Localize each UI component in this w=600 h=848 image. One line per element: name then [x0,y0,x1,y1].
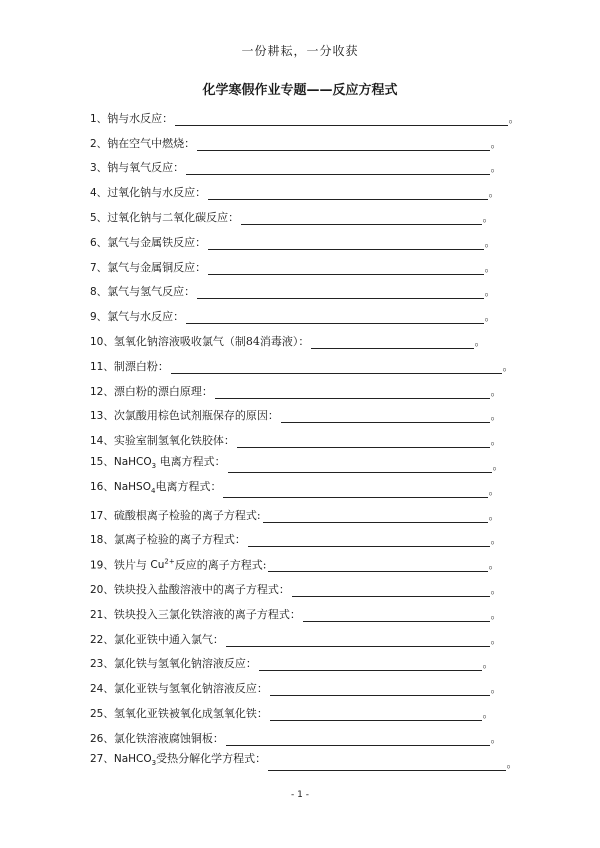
answer-blank[interactable] [171,360,502,374]
exercise-item-3 [90,151,502,176]
answer-blank[interactable] [259,657,482,671]
period-mark: 。 [484,285,496,299]
document-title: 化学寒假作业专题——反应方程式 [202,83,398,98]
exercise-item-12 [90,374,502,399]
period-mark: 。 [482,210,494,224]
period-mark: 。 [490,731,502,745]
chemical-formula: NaHSO$_4$ [113,480,156,495]
period-mark: 。 [488,483,500,497]
exercise-label: 17、硫酸根离子检验的离子方程式: [90,508,261,522]
exercise-item-19 [90,547,500,572]
answer-blank[interactable] [268,558,488,572]
exercise-item-16 [90,473,500,498]
answer-blank[interactable] [226,633,490,647]
period-mark: 。 [484,260,496,274]
exercise-label: 5、过氧化钠与二氧化碳反应： [90,210,240,224]
exercise-label: 3、钠与氧气反应： [90,161,185,175]
answer-blank[interactable] [197,137,490,151]
answer-blank[interactable] [281,409,490,423]
answer-blank[interactable] [268,757,506,771]
answer-blank[interactable] [248,533,490,547]
chemical-formula: NaHCO$_3$ [113,753,157,768]
chemical-ion: $Cu^{2+}$ [150,557,175,572]
exercise-item-8 [90,275,496,300]
exercise-label: 4、过氧化钠与水反应： [90,186,207,200]
exercise-item-6 [90,225,496,250]
answer-blank[interactable] [208,261,484,275]
period-mark: 。 [490,161,502,175]
answer-blank[interactable] [208,186,488,200]
exercise-item-7 [90,250,496,275]
period-mark: 。 [482,657,494,671]
exercise-item-15 [90,448,504,473]
exercise-label: 15、NaHCO$_3$ 电离方程式： [90,454,226,470]
exercise-item-18 [90,523,502,548]
answer-blank[interactable] [311,335,474,349]
chemical-formula: NaHCO$_3$ [113,455,157,470]
answer-blank[interactable] [237,434,490,448]
exercise-item-21 [90,597,502,622]
exercise-label: 26、氯化铁溶液腐蚀铜板： [90,731,224,745]
period-mark: 。 [490,607,502,621]
exercise-label: 6、氯气与金属铁反应： [90,235,207,249]
answer-blank[interactable] [228,459,492,473]
exercise-label: 21、铁块投入三氯化铁溶液的离子方程式： [90,607,301,621]
answer-blank[interactable] [175,112,508,126]
period-mark: 。 [490,409,502,423]
period-mark: 。 [484,235,496,249]
period-mark: 。 [490,632,502,646]
exercise-item-1 [90,101,520,126]
exercise-label: 19、铁片与 $Cu^{2+}$反应的离子方程式: [90,557,267,572]
exercise-label: 20、铁块投入盐酸溶液中的离子方程式： [90,582,290,596]
answer-blank[interactable] [215,385,490,399]
period-mark: 。 [488,186,500,200]
exercise-item-24 [90,671,502,696]
exercise-label: 7、氯气与金属铜反应： [90,260,207,274]
period-mark: 。 [490,136,502,150]
exercise-label: 11、制漂白粉： [90,359,169,373]
period-mark: 。 [484,310,496,324]
answer-blank[interactable] [241,211,482,225]
exercise-label: 27、NaHCO$_3$受热分解化学方程式： [90,752,267,768]
exercise-item-27 [90,746,518,771]
exercise-item-10 [90,324,486,349]
period-mark: 。 [482,706,494,720]
answer-blank[interactable] [186,161,490,175]
answer-blank[interactable] [270,682,490,696]
period-mark: 。 [490,682,502,696]
exercise-item-2 [90,126,502,151]
period-mark: 。 [490,434,502,448]
answer-blank[interactable] [186,310,484,324]
period-mark: 。 [488,508,500,522]
period-mark: 。 [490,384,502,398]
exercise-item-9 [90,299,496,324]
exercise-item-25 [90,696,494,721]
exercise-label: 12、漂白粉的漂白原理： [90,384,213,398]
period-mark: 。 [508,111,520,125]
exercise-item-26 [90,721,502,746]
exercise-label: 2、钠在空气中燃烧： [90,136,196,150]
answer-blank[interactable] [226,732,490,746]
exercise-label: 23、氯化铁与氢氧化钠溶液反应： [90,657,257,671]
period-mark: 。 [506,756,518,770]
exercise-label: 10、氢氧化钠溶液吸收氯气（制84消毒液）： [90,334,310,348]
exercise-label: 14、实验室制氢氧化铁胶体： [90,434,235,448]
exercise-label: 25、氢氧化亚铁被氧化成氢氧化铁： [90,706,268,720]
exercise-list [90,101,530,771]
answer-blank[interactable] [270,707,482,721]
exercise-label: 1、钠与水反应： [90,111,174,125]
exercise-item-14 [90,423,502,448]
exercise-item-13 [90,399,502,424]
period-mark: 。 [490,582,502,596]
exercise-item-22 [90,622,502,647]
period-mark: 。 [488,558,500,572]
exercise-item-20 [90,572,502,597]
exercise-label: 18、氯离子检验的离子方程式： [90,533,246,547]
exercise-label: 22、氯化亚铁中通入氯气： [90,632,224,646]
exercise-item-5 [90,200,494,225]
exercise-label: 8、氯气与氢气反应： [90,285,196,299]
exercise-item-17 [90,498,500,523]
answer-blank[interactable] [263,509,488,523]
exercise-item-11 [90,349,514,374]
answer-blank[interactable] [197,285,484,299]
period-mark: 。 [492,458,504,472]
header-motto: 一份耕耘，一分收获 [241,44,359,58]
answer-blank[interactable] [303,608,490,622]
exercise-label: 16、NaHSO$_4$电离方程式： [90,479,222,495]
answer-blank[interactable] [208,236,484,250]
exercise-label: 24、氯化亚铁与氢氧化钠溶液反应： [90,682,268,696]
answer-blank[interactable] [223,484,488,498]
exercise-item-23 [90,647,494,672]
exercise-item-4 [90,175,500,200]
period-mark: 。 [474,334,486,348]
exercise-label: 9、氯气与水反应： [90,310,185,324]
period-mark: 。 [490,533,502,547]
page-number: - 1 - [291,790,309,800]
period-mark: 。 [502,359,514,373]
answer-blank[interactable] [292,583,490,597]
exercise-label: 13、次氯酸用棕色试剂瓶保存的原因： [90,409,279,423]
